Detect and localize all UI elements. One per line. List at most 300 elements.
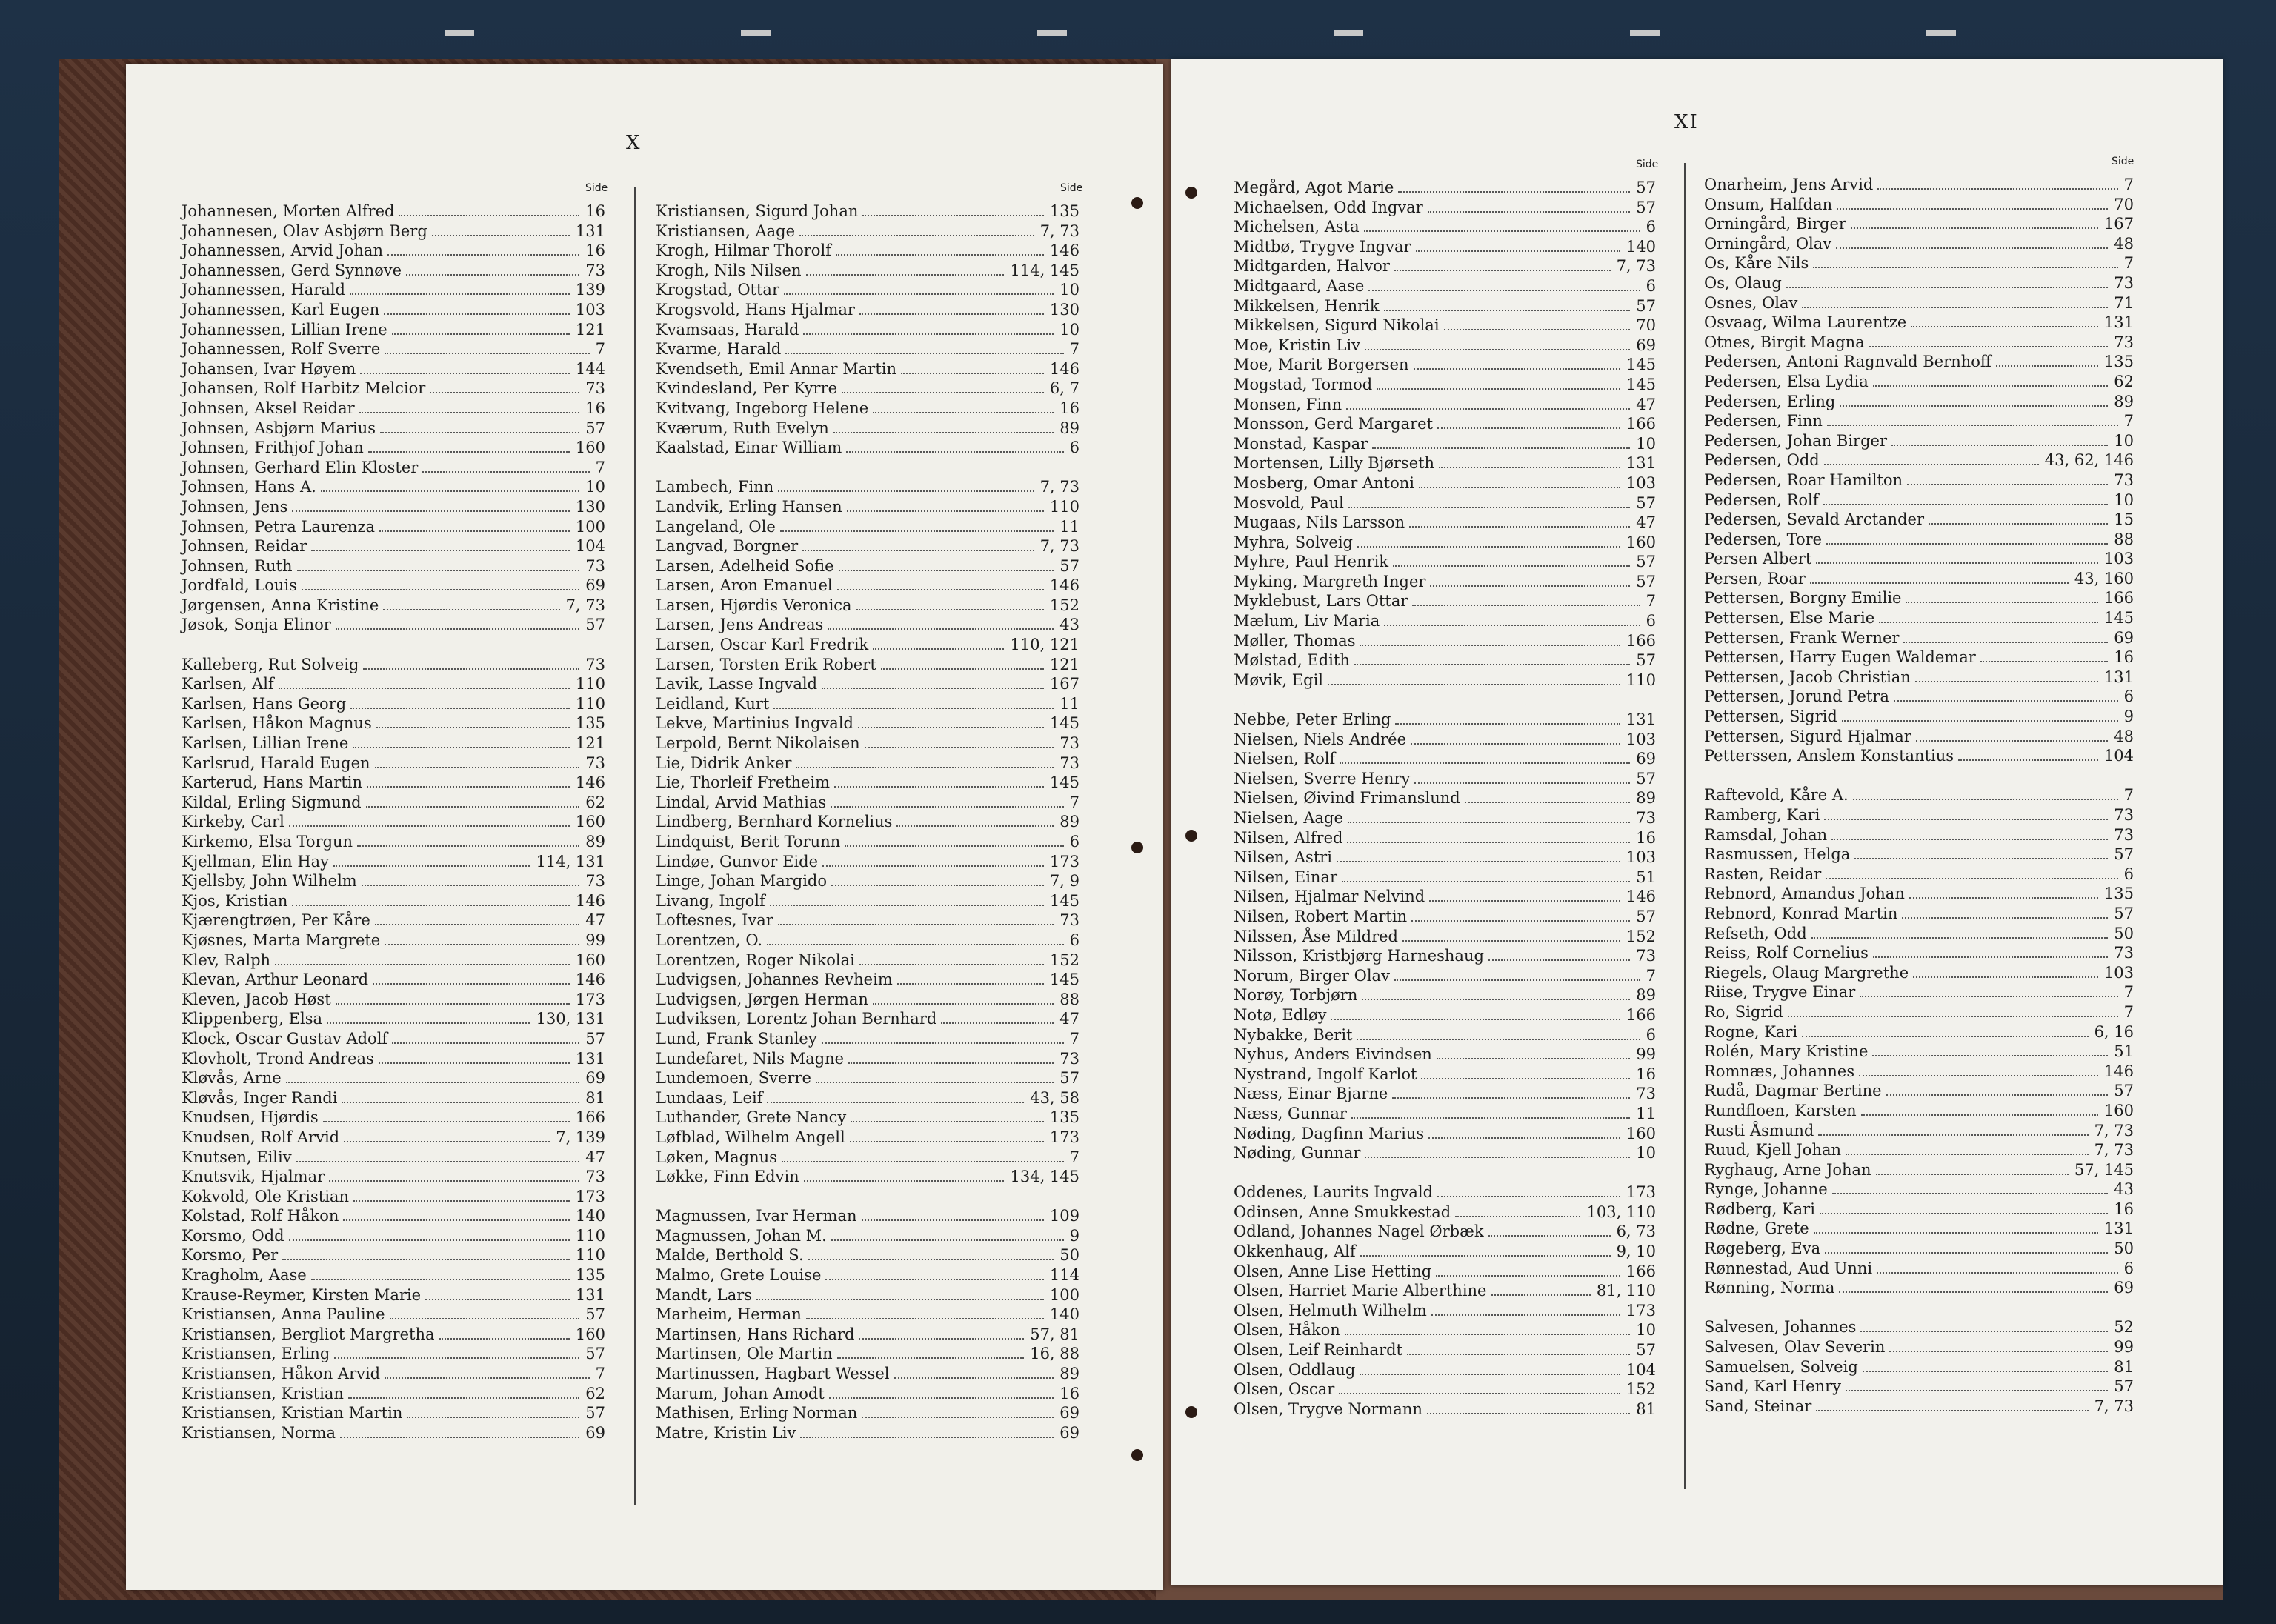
entry-name: Rundfloen, Karsten — [1704, 1101, 1857, 1119]
dot-leader — [1348, 822, 1630, 823]
entry-page: 135 — [1049, 202, 1079, 220]
entry-name: Monsson, Gerd Margaret — [1234, 415, 1434, 433]
entry-name: Riegels, Olaug Margrethe — [1704, 963, 1909, 982]
entry-page: 10 — [1636, 1144, 1656, 1162]
dot-leader — [1877, 1272, 2118, 1274]
index-entry — [1234, 927, 1656, 947]
index-entry — [1234, 296, 1656, 316]
dot-leader — [862, 1417, 1054, 1418]
dot-leader — [799, 235, 1034, 236]
entry-name: Lerpold, Bernt Nikolaisen — [656, 734, 860, 753]
entry-name: Orningård, Birger — [1704, 215, 1846, 233]
entry-page: 73 — [585, 556, 605, 575]
entry-page: 88 — [2114, 530, 2134, 548]
entry-name: Kjos, Kristian — [182, 891, 288, 910]
entry-name: Mortensen, Lilly Bjørseth — [1234, 454, 1435, 473]
entry-name: Nielsen, Sverre Henry — [1234, 769, 1411, 788]
entry-page: 131 — [575, 1049, 605, 1068]
entry-name: Nystrand, Ingolf Karlot — [1234, 1065, 1417, 1083]
index-entry — [182, 615, 605, 635]
column-header: Side — [1060, 182, 1083, 194]
dot-leader — [784, 293, 1054, 295]
index-entry — [1234, 552, 1656, 572]
entry-name: Nilssen, Åse Mildred — [1234, 927, 1398, 945]
index-column-2 — [656, 202, 1079, 1442]
entry-name: Lindal, Arvid Mathias — [656, 793, 827, 811]
entry-page: 6 — [1069, 931, 1079, 949]
entry-name: Kløvås, Arne — [182, 1069, 282, 1088]
dot-leader — [1820, 1213, 2108, 1214]
index-entry — [182, 753, 605, 773]
index-entry — [182, 458, 605, 478]
dot-leader — [1872, 1055, 2108, 1056]
entry-name: Myhra, Solveig — [1234, 533, 1353, 551]
dot-leader — [1427, 1413, 1630, 1414]
index-entry — [1234, 985, 1656, 1005]
entry-name: Osnes, Olav — [1704, 293, 1798, 312]
entry-page: 73 — [585, 261, 605, 279]
index-entry — [656, 1344, 1079, 1364]
entry-page: 10 — [2114, 490, 2134, 509]
entry-page: 131 — [575, 222, 605, 240]
entry-name: Nilsen, Astri — [1234, 848, 1333, 867]
entry-page: 166 — [1626, 415, 1656, 433]
entry-page: 69 — [585, 576, 605, 595]
entry-page: 73 — [1636, 1085, 1656, 1103]
dot-leader — [422, 471, 589, 473]
entry-page: 114, 145 — [1010, 261, 1079, 279]
dot-leader — [831, 885, 1044, 886]
entry-page: 73 — [2114, 470, 2134, 489]
left-page — [126, 64, 1163, 1590]
dot-leader — [1786, 287, 2109, 288]
entry-name: Myhre, Paul Henrik — [1234, 553, 1389, 571]
dot-leader — [1916, 740, 2108, 742]
index-entry — [656, 241, 1079, 261]
entry-name: Os, Olaug — [1704, 273, 1782, 292]
dot-leader — [327, 1022, 530, 1024]
entry-page: 173 — [1049, 852, 1079, 871]
entry-name: Olsen, Trygve Normann — [1234, 1400, 1422, 1418]
dot-leader — [334, 1357, 579, 1359]
dot-leader — [289, 1239, 570, 1241]
dot-leader — [1839, 1291, 2108, 1293]
entry-name: Rødberg, Kari — [1704, 1199, 1815, 1218]
dot-leader — [1384, 310, 1631, 311]
index-entry — [656, 1364, 1079, 1384]
entry-page: 88 — [1059, 990, 1079, 1008]
index-entry — [182, 241, 605, 261]
index-entry — [656, 773, 1079, 793]
entry-page: 89 — [1636, 986, 1656, 1005]
entry-page: 73 — [2114, 806, 2134, 824]
binding-hole — [1131, 197, 1143, 209]
entry-page: 7 — [1069, 340, 1079, 359]
entry-name: Johnsen, Jens — [182, 497, 288, 516]
entry-name: Rebnord, Konrad Martin — [1704, 904, 1898, 922]
entry-page: 73 — [585, 753, 605, 772]
entry-page: 10 — [1059, 281, 1079, 299]
entry-name: Olsen, Leif Reinhardt — [1234, 1341, 1402, 1360]
entry-page: 73 — [585, 655, 605, 673]
entry-name: Kolstad, Rolf Håkon — [182, 1207, 339, 1225]
index-entry — [1704, 1179, 2134, 1199]
entry-page: 100 — [575, 517, 605, 536]
index-entry — [656, 1423, 1079, 1443]
index-entry — [1704, 411, 2134, 431]
index-entry — [656, 655, 1079, 675]
entry-name: Krogh, Hilmar Thorolf — [656, 242, 831, 260]
entry-name: Kildal, Erling Sigmund — [182, 793, 362, 811]
index-entry — [656, 911, 1079, 931]
entry-page: 7 — [595, 1365, 605, 1383]
entry-name: Pettersen, Frank Werner — [1704, 628, 1900, 647]
dot-leader — [342, 1102, 579, 1103]
index-column-2 — [1704, 175, 2134, 1416]
entry-page: 89 — [585, 833, 605, 851]
dot-leader — [1384, 625, 1640, 626]
entry-name: Næss, Einar Bjarne — [1234, 1085, 1388, 1103]
index-entry — [1234, 611, 1656, 631]
dot-leader — [825, 1279, 1043, 1280]
entry-page: 7 — [595, 340, 605, 359]
entry-name: Mathisen, Erling Norman — [656, 1404, 858, 1422]
dot-leader — [1825, 1252, 2108, 1254]
index-entry — [1704, 1337, 2134, 1357]
index-entry — [656, 1148, 1079, 1168]
dot-leader — [1980, 661, 2109, 662]
entry-page: 7 — [2123, 254, 2134, 273]
entry-name: Kristiansen, Bergliot Margretha — [182, 1325, 435, 1343]
entry-page: 7, 73 — [2094, 1397, 2134, 1415]
index-entry — [656, 674, 1079, 694]
entry-name: Pedersen, Sevald Arctander — [1704, 510, 1924, 529]
index-entry — [182, 931, 605, 951]
dot-leader — [1345, 1334, 1631, 1335]
entry-page: 7, 73 — [1039, 478, 1079, 496]
entry-page: 152 — [1049, 951, 1079, 969]
dot-leader — [822, 865, 1044, 867]
index-entry — [1704, 825, 2134, 845]
entry-name: Midtgaard, Aase — [1234, 276, 1365, 295]
entry-page: 16 — [585, 242, 605, 260]
dot-leader — [1412, 605, 1640, 606]
dot-leader — [778, 924, 1054, 925]
entry-page: 146 — [575, 773, 605, 792]
entry-page: 166 — [1626, 1005, 1656, 1024]
dot-leader — [385, 944, 579, 945]
entry-page: 121 — [575, 734, 605, 753]
entry-page: 73 — [1059, 911, 1079, 930]
entry-page: 51 — [2114, 1042, 2134, 1061]
entry-page: 10 — [1636, 1321, 1656, 1340]
entry-page: 145 — [1626, 356, 1656, 374]
dot-leader — [828, 628, 1054, 630]
index-entry — [1704, 687, 2134, 707]
dot-leader — [822, 688, 1044, 689]
dot-leader — [756, 1299, 1044, 1300]
index-entry — [656, 753, 1079, 773]
entry-name: Kristiansen, Kristian — [182, 1384, 344, 1402]
dot-leader — [851, 1121, 1044, 1122]
section-gap — [1234, 690, 1656, 710]
entry-page: 69 — [585, 1423, 605, 1442]
entry-name: Løken, Magnus — [656, 1148, 777, 1166]
entry-name: Kristiansen, Anna Pauline — [182, 1305, 385, 1324]
index-entry — [1704, 1317, 2134, 1337]
entry-page: 160 — [2103, 1101, 2134, 1119]
index-entry — [1234, 513, 1656, 533]
entry-page: 114, 131 — [536, 852, 605, 871]
index-entry — [182, 1245, 605, 1265]
entry-page: 62 — [585, 1384, 605, 1402]
index-entry — [1704, 884, 2134, 904]
index-entry — [656, 951, 1079, 971]
entry-name: Moe, Kristin Liv — [1234, 336, 1361, 354]
entry-name: Ludvigsen, Jørgen Herman — [656, 990, 868, 1008]
index-entry — [656, 713, 1079, 733]
entry-name: Michaelsen, Odd Ingvar — [1234, 198, 1423, 216]
dot-leader — [1814, 1232, 2098, 1234]
index-entry — [182, 1265, 605, 1285]
entry-name: Myklebust, Lars Ottar — [1234, 592, 1408, 610]
entry-page: 7, 73 — [1039, 222, 1079, 240]
index-entry — [1234, 572, 1656, 592]
index-entry — [1704, 963, 2134, 983]
entry-name: Jørgensen, Anna Kristine — [182, 596, 379, 614]
index-entry — [1234, 493, 1656, 513]
entry-page: 131 — [1626, 710, 1656, 729]
dot-leader — [1416, 250, 1620, 252]
entry-page: 173 — [1626, 1301, 1656, 1320]
index-entry — [1704, 1160, 2134, 1180]
index-entry — [1234, 1340, 1656, 1360]
entry-name: Salvesen, Johannes — [1704, 1318, 1857, 1337]
entry-name: Lindquist, Berit Torunn — [656, 833, 841, 851]
entry-page: 139 — [575, 281, 605, 299]
dot-leader — [1340, 762, 1630, 764]
dot-leader — [323, 1121, 570, 1122]
index-entry — [1704, 1002, 2134, 1022]
index-entry — [182, 911, 605, 931]
index-entry — [1234, 1143, 1656, 1163]
entry-name: Johannessen, Karl Eugen — [182, 300, 380, 319]
index-entry — [182, 359, 605, 379]
index-entry — [656, 1245, 1079, 1265]
entry-name: Mogstad, Tormod — [1234, 375, 1373, 393]
entry-page: 16 — [585, 399, 605, 417]
entry-name: Pedersen, Johan Birger — [1704, 431, 1888, 450]
entry-name: Johannessen, Harald — [182, 281, 345, 299]
index-entry — [1234, 650, 1656, 670]
entry-page: 103 — [1626, 848, 1656, 867]
dot-leader — [296, 1161, 580, 1162]
index-entry — [656, 536, 1079, 556]
dot-leader — [380, 432, 579, 433]
entry-name: Norøy, Torbjørn — [1234, 986, 1358, 1005]
entry-name: Kværum, Ruth Evelyn — [656, 419, 829, 437]
entry-name: Pedersen, Odd — [1704, 451, 1820, 470]
index-entry — [182, 1088, 605, 1108]
entry-page: 146 — [1049, 242, 1079, 260]
dot-leader — [833, 432, 1054, 433]
entry-name: Nielsen, Aage — [1234, 809, 1343, 827]
entry-name: Mikkelsen, Sigurd Nikolai — [1234, 316, 1440, 335]
dot-leader — [375, 924, 579, 925]
index-entry — [656, 222, 1079, 242]
entry-name: Lekve, Martinius Ingvald — [656, 714, 854, 733]
entry-page: 73 — [2114, 273, 2134, 292]
entry-name: Kjøsnes, Marta Margrete — [182, 931, 381, 949]
entry-page: 43 — [1059, 616, 1079, 634]
index-entry — [1704, 628, 2134, 648]
entry-page: 69 — [1636, 336, 1656, 354]
index-entry — [656, 793, 1079, 813]
index-entry — [656, 1068, 1079, 1088]
index-entry — [182, 773, 605, 793]
entry-name: Pedersen, Roar Hamilton — [1704, 470, 1903, 489]
entry-page: 6, 16 — [2094, 1022, 2134, 1041]
dot-leader — [1357, 1039, 1640, 1040]
dot-leader — [773, 708, 1054, 709]
entry-name: Pettersen, Jorund Petra — [1704, 688, 1889, 706]
index-entry — [1234, 1124, 1656, 1144]
dot-leader — [1419, 487, 1620, 488]
entry-page: 10 — [1059, 320, 1079, 339]
index-entry — [1704, 785, 2134, 805]
dot-leader — [383, 609, 559, 610]
dot-leader — [1811, 937, 2109, 939]
entry-page: 57, 81 — [1030, 1325, 1079, 1343]
entry-page: 7 — [2123, 176, 2134, 193]
dot-leader — [289, 825, 570, 827]
dot-leader — [363, 668, 579, 670]
entry-page: 166 — [1626, 631, 1656, 650]
dot-leader — [846, 451, 1063, 453]
entry-page: 145 — [1049, 971, 1079, 989]
dot-leader — [1421, 1078, 1630, 1079]
entry-name: Møller, Thomas — [1234, 631, 1356, 650]
entry-name: Pedersen, Finn — [1704, 412, 1823, 430]
index-entry — [1234, 907, 1656, 927]
index-entry — [1234, 375, 1656, 395]
index-entry — [1704, 333, 2134, 353]
entry-name: Odinsen, Anne Smukkestad — [1234, 1202, 1451, 1221]
index-entry — [1234, 1005, 1656, 1025]
dot-leader — [803, 333, 1054, 335]
entry-name: Nybakke, Berit — [1234, 1025, 1353, 1044]
entry-name: Krause-Reymer, Kirsten Marie — [182, 1285, 422, 1304]
index-entry — [182, 1187, 605, 1207]
dot-leader — [367, 786, 570, 788]
index-entry — [1234, 316, 1656, 336]
dot-leader — [343, 1219, 570, 1221]
entry-name: Reiss, Rolf Cornelius — [1704, 944, 1869, 962]
index-entry — [1704, 1042, 2134, 1062]
entry-name: Karlsen, Lillian Irene — [182, 734, 349, 753]
entry-page: 57 — [585, 419, 605, 437]
dot-leader — [1879, 622, 2098, 623]
index-entry — [1234, 848, 1656, 868]
dot-leader — [780, 530, 1054, 532]
index-entry — [1234, 670, 1656, 690]
entry-page: 69 — [585, 1069, 605, 1088]
index-entry — [182, 970, 605, 990]
dot-leader — [847, 510, 1044, 512]
index-entry — [1704, 470, 2134, 490]
entry-page: 57 — [1059, 556, 1079, 575]
entry-name: Johnsen, Hans A. — [182, 478, 316, 496]
index-entry — [656, 261, 1079, 281]
entry-name: Krogh, Nils Nilsen — [656, 261, 802, 279]
index-entry — [182, 536, 605, 556]
index-entry — [656, 1265, 1079, 1285]
index-entry — [656, 1325, 1079, 1345]
entry-page: 57 — [1636, 553, 1656, 571]
scan-mark — [445, 30, 474, 36]
dot-leader — [1853, 799, 2118, 800]
index-entry — [182, 339, 605, 359]
index-entry — [656, 1167, 1079, 1187]
entry-name: Loftesnes, Ivar — [656, 911, 773, 930]
entry-name: Pedersen, Erling — [1704, 392, 1836, 410]
dot-leader — [1394, 270, 1611, 271]
scan-mark — [1334, 30, 1363, 36]
scan-mark — [1630, 30, 1660, 36]
dot-leader — [1436, 1275, 1620, 1277]
dot-leader — [1832, 1193, 2109, 1194]
dot-leader — [873, 1003, 1054, 1005]
index-entry — [1234, 730, 1656, 750]
index-entry — [1234, 217, 1656, 237]
section-gap — [1704, 1298, 2134, 1318]
dot-leader — [1837, 208, 2108, 210]
index-entry — [656, 1108, 1079, 1128]
entry-page: 152 — [1626, 927, 1656, 945]
entry-name: Ramsdal, Johan — [1704, 825, 1828, 844]
dot-leader — [1877, 188, 2117, 190]
index-entry — [182, 694, 605, 714]
index-entry — [1234, 256, 1656, 276]
dot-leader — [1816, 562, 2098, 564]
dot-leader — [387, 254, 579, 256]
entry-name: Persen, Roar — [1704, 569, 1806, 588]
entry-name: Pettersen, Sigrid — [1704, 708, 1837, 726]
entry-page: 7 — [1069, 1148, 1079, 1166]
entry-page: 131 — [1626, 454, 1656, 473]
dot-leader — [770, 905, 1044, 906]
entry-name: Larsen, Hjørdis Veronica — [656, 596, 852, 614]
entry-name: Krogsvold, Hans Hjalmar — [656, 300, 855, 319]
entry-name: Martinsen, Hans Richard — [656, 1325, 855, 1343]
dot-leader — [837, 1357, 1025, 1359]
entry-name: Kalleberg, Rut Solveig — [182, 655, 359, 673]
dot-leader — [1392, 1097, 1630, 1099]
dot-leader — [859, 964, 1044, 965]
entry-page: 135 — [2103, 885, 2134, 903]
entry-name: Lorentzen, Roger Nikolai — [656, 951, 855, 969]
entry-page: 7 — [2123, 983, 2134, 1002]
column-divider — [1684, 163, 1686, 1489]
entry-name: Kvamsaas, Harald — [656, 320, 799, 339]
index-entry — [182, 852, 605, 872]
entry-name: Orningård, Olav — [1704, 234, 1832, 253]
dot-leader — [1802, 1036, 2088, 1037]
dot-leader — [385, 353, 589, 354]
dot-leader — [1491, 1294, 1591, 1296]
entry-name: Kvindesland, Per Kyrre — [656, 379, 838, 398]
entry-name: Lundemoen, Sverre — [656, 1069, 811, 1088]
